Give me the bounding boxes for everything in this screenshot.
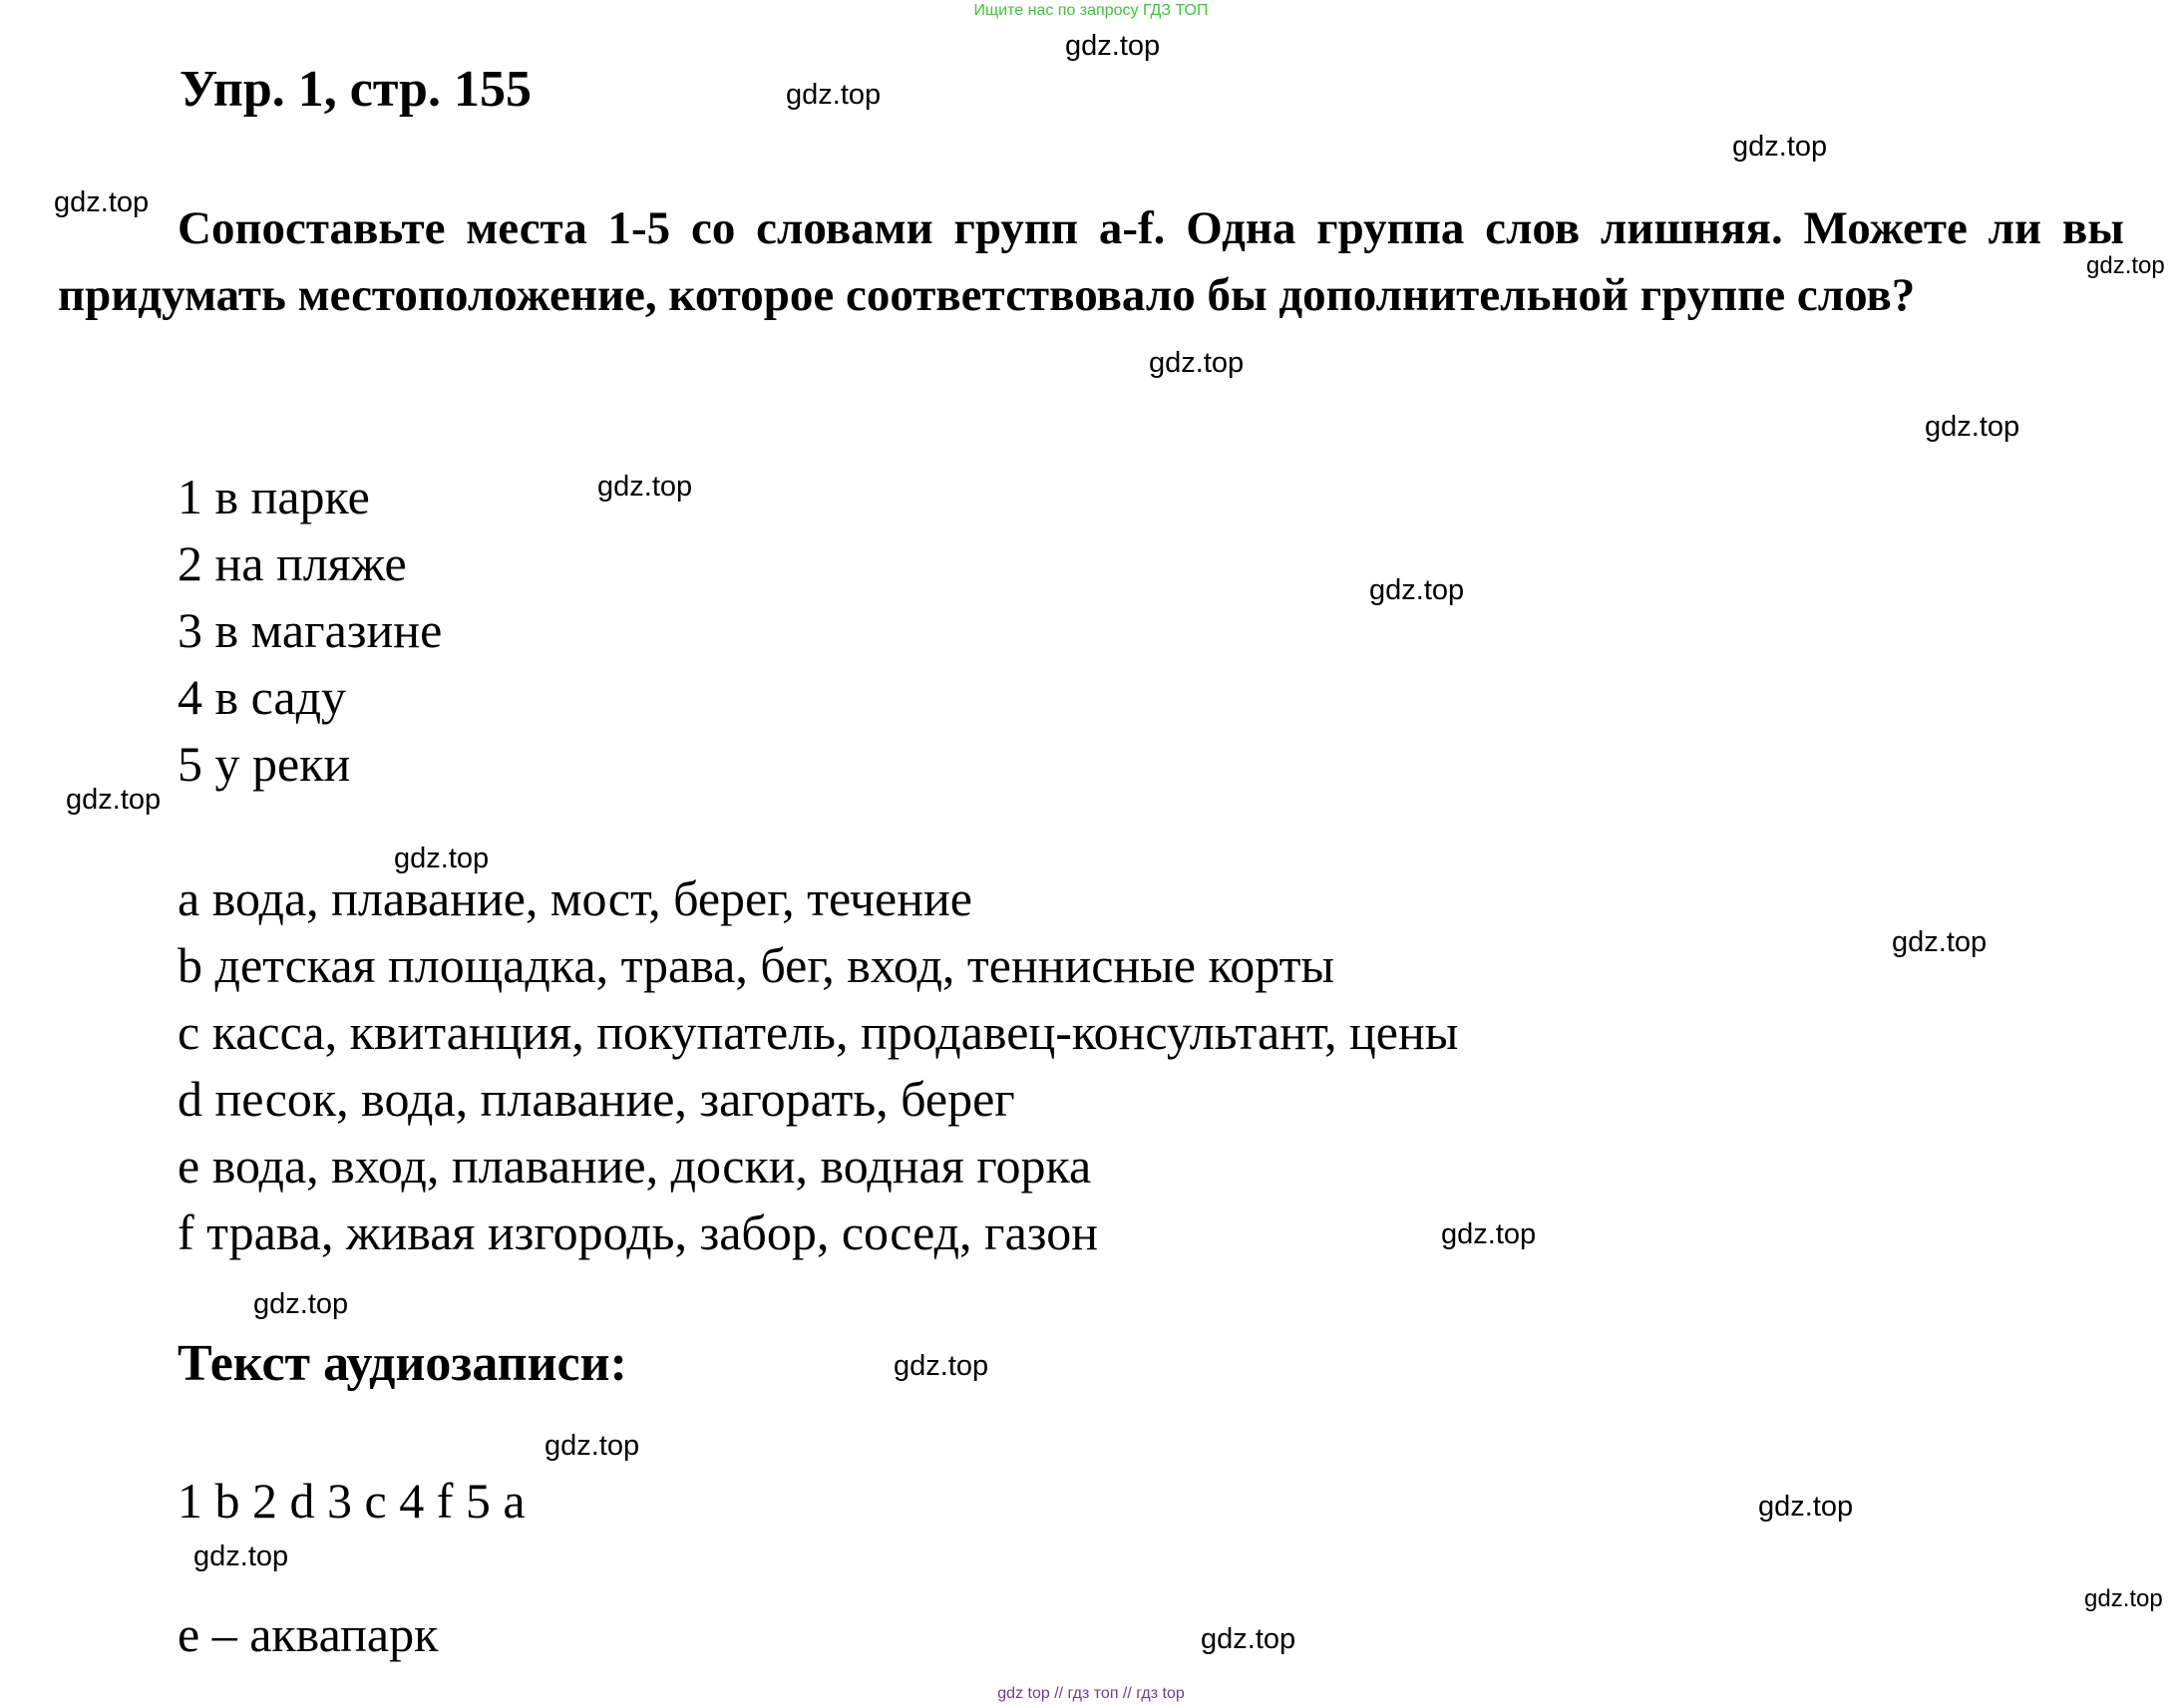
watermark: gdz.top bbox=[1369, 574, 1465, 606]
places-list bbox=[178, 464, 442, 798]
watermark: gdz.top bbox=[394, 843, 490, 874]
top-banner: Ищите нас по запросу ГДЗ ТОП bbox=[973, 2, 1209, 19]
list-item: f трава, живая изгородь, забор, сосед, газон bbox=[178, 1204, 1098, 1260]
watermark: gdz.top bbox=[1441, 1218, 1537, 1250]
list-item: 4 в саду bbox=[178, 669, 347, 725]
watermark: gdz.top bbox=[193, 1540, 289, 1572]
watermark: gdz.top bbox=[66, 784, 162, 816]
watermark: gdz.top bbox=[1892, 926, 1988, 958]
watermark: gdz.top bbox=[2084, 1585, 2163, 1612]
watermark: gdz.top bbox=[545, 1430, 640, 1462]
list-item: 1 в парке bbox=[178, 469, 370, 524]
list-item: 2 на пляже bbox=[178, 535, 407, 591]
audio-heading: Текст аудиозаписи: bbox=[178, 1335, 627, 1392]
watermark: gdz.top bbox=[894, 1350, 989, 1382]
list-item: a вода, плавание, мост, берег, течение bbox=[178, 870, 972, 926]
watermark: gdz.top bbox=[1201, 1623, 1296, 1655]
list-item: d песок, вода, плавание, загорать, берег bbox=[178, 1071, 1015, 1127]
list-item: 5 у реки bbox=[178, 736, 351, 792]
watermark: gdz.top bbox=[1758, 1491, 1854, 1523]
word-groups-list bbox=[178, 865, 1458, 1266]
list-item: 3 в магазине bbox=[178, 602, 443, 658]
watermark: gdz.top bbox=[597, 471, 693, 503]
footer-banner: gdz top // гдз топ // гдз top bbox=[997, 1685, 1185, 1702]
watermark: gdz.top bbox=[54, 186, 150, 218]
exercise-title: Упр. 1, стр. 155 bbox=[180, 61, 532, 118]
list-item: b детская площадка, трава, бег, вход, теннисные корты bbox=[178, 937, 1335, 993]
watermark: gdz.top bbox=[253, 1288, 349, 1320]
instruction-text: Сопоставьте места 1-5 со словами групп a-f. Одна группа слов лишняя. Можете ли вы придумать местоположение, которое соответствовало бы дополнительной группе слов? bbox=[58, 202, 2124, 321]
watermark: gdz.top bbox=[1149, 347, 1245, 379]
list-item: e вода, вход, плавание, доски, водная горка bbox=[178, 1138, 1092, 1194]
extra-answer-line: e – аквапарк bbox=[178, 1606, 439, 1662]
list-item: c касса, квитанция, покупатель, продавец-консультант, цены bbox=[178, 1004, 1459, 1060]
watermark: gdz.top bbox=[1732, 131, 1828, 163]
watermark: gdz.top bbox=[786, 79, 882, 111]
watermark: gdz.top bbox=[1065, 30, 1161, 62]
watermark: gdz.top bbox=[2086, 252, 2165, 279]
answers-line: 1 b 2 d 3 c 4 f 5 a bbox=[178, 1473, 526, 1529]
watermark: gdz.top bbox=[1925, 411, 2020, 443]
